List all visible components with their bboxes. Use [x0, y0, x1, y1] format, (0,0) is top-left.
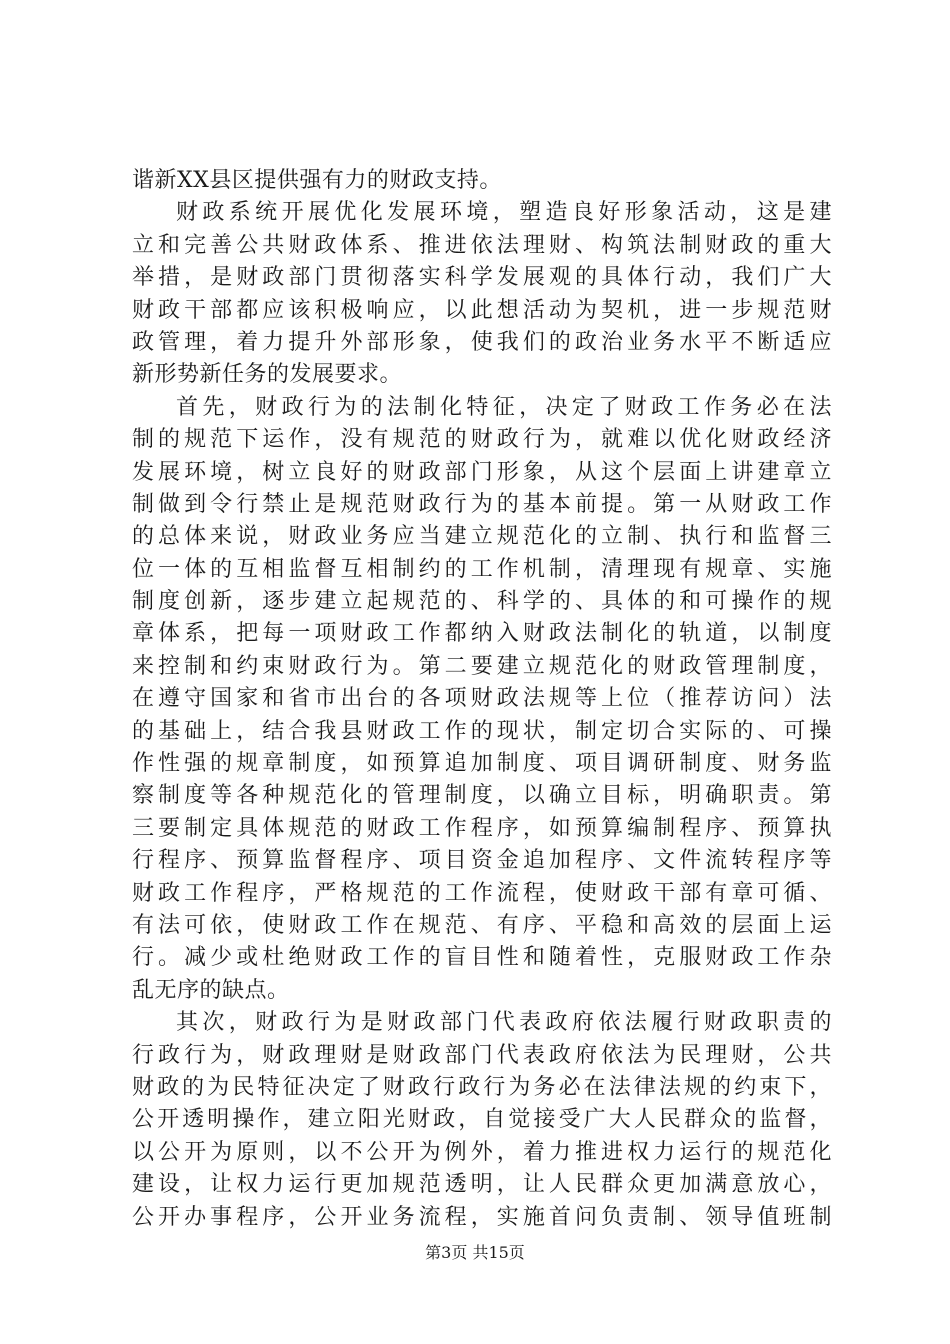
text-line: 立和完善公共财政体系、推进依法理财、构筑法制财政的重大: [132, 232, 832, 258]
document-body: [132, 165, 832, 1234]
text-line: 其次，财政行为是财政部门代表政府依法履行财政职责的: [176, 1010, 832, 1036]
text-line: 公开办事程序，公开业务流程，实施首问负责制、领导值班制: [132, 1204, 832, 1230]
text-line: 制度创新，逐步建立起规范的、科学的、具体的和可操作的规: [132, 589, 832, 615]
text-line: 首先，财政行为的法制化特征，决定了财政工作务必在法: [176, 394, 832, 420]
paragraph: [132, 1007, 832, 1234]
text-line: 在遵守国家和省市出台的各项财政法规等上位（推荐访问）法: [132, 686, 832, 712]
text-line: 三要制定具体规范的财政工作程序，如预算编制程序、预算执: [132, 815, 832, 841]
paragraph: [132, 197, 832, 391]
text-line: 制的规范下运作，没有规范的财政行为，就难以优化财政经济: [132, 427, 832, 453]
text-line: 行政行为，财政理财是财政部门代表政府依法为民理财，公共: [132, 1042, 832, 1068]
text-line: 财政工作程序，严格规范的工作流程，使财政干部有章可循、: [132, 880, 832, 906]
text-line: 举措，是财政部门贯彻落实科学发展观的具体行动，我们广大: [132, 265, 832, 291]
text-line: 财政干部都应该积极响应，以此想活动为契机，进一步规范财: [132, 297, 832, 323]
text-line: 以公开为原则，以不公开为例外，着力推进权力运行的规范化: [132, 1139, 832, 1165]
text-line: 行程序、预算监督程序、项目资金追加程序、文件流转程序等: [132, 848, 832, 874]
text-line: 财政的为民特征决定了财政行政行为务必在法律法规的约束下，: [132, 1074, 832, 1100]
text-line: 建设，让权力运行更加规范透明，让人民群众更加满意放心，: [132, 1172, 832, 1198]
paragraph: [132, 165, 832, 197]
text-line: 谐新XX县区提供强有力的财政支持。: [132, 168, 502, 193]
text-line: 位一体的互相监督互相制约的工作机制，清理现有规章、实施: [132, 556, 832, 582]
text-line: 章体系，把每一项财政工作都纳入财政法制化的轨道，以制度: [132, 621, 832, 647]
text-line: 新形势新任务的发展要求。: [132, 362, 403, 388]
text-line: 发展环境，树立良好的财政部门形象，从这个层面上讲建章立: [132, 459, 832, 485]
text-line: 乱无序的缺点。: [132, 977, 290, 1003]
text-line: 有法可依，使财政工作在规范、有序、平稳和高效的层面上运: [132, 912, 832, 938]
text-line: 察制度等各种规范化的管理制度，以确立目标，明确职责。第: [132, 783, 832, 809]
page-number-footer: 第3页 共15页: [425, 1243, 525, 1262]
text-line: 政管理，着力提升外部形象，使我们的政治业务水平不断适应: [132, 329, 832, 355]
paragraph: [132, 392, 832, 1007]
text-line: 行。减少或杜绝财政工作的盲目性和随着性，克服财政工作杂: [132, 945, 832, 971]
text-line: 财政系统开展优化发展环境，塑造良好形象活动，这是建: [176, 200, 832, 226]
text-line: 制做到令行禁止是规范财政行为的基本前提。第一从财政工作: [132, 491, 832, 517]
text-line: 公开透明操作，建立阳光财政，自觉接受广大人民群众的监督，: [132, 1107, 832, 1133]
text-line: 的总体来说，财政业务应当建立规范化的立制、执行和监督三: [132, 524, 832, 550]
text-line: 的基础上，结合我县财政工作的现状，制定切合实际的、可操: [132, 718, 832, 744]
text-line: 作性强的规章制度，如预算追加制度、项目调研制度、财务监: [132, 751, 832, 777]
text-line: 来控制和约束财政行为。第二要建立规范化的财政管理制度，: [132, 653, 832, 679]
